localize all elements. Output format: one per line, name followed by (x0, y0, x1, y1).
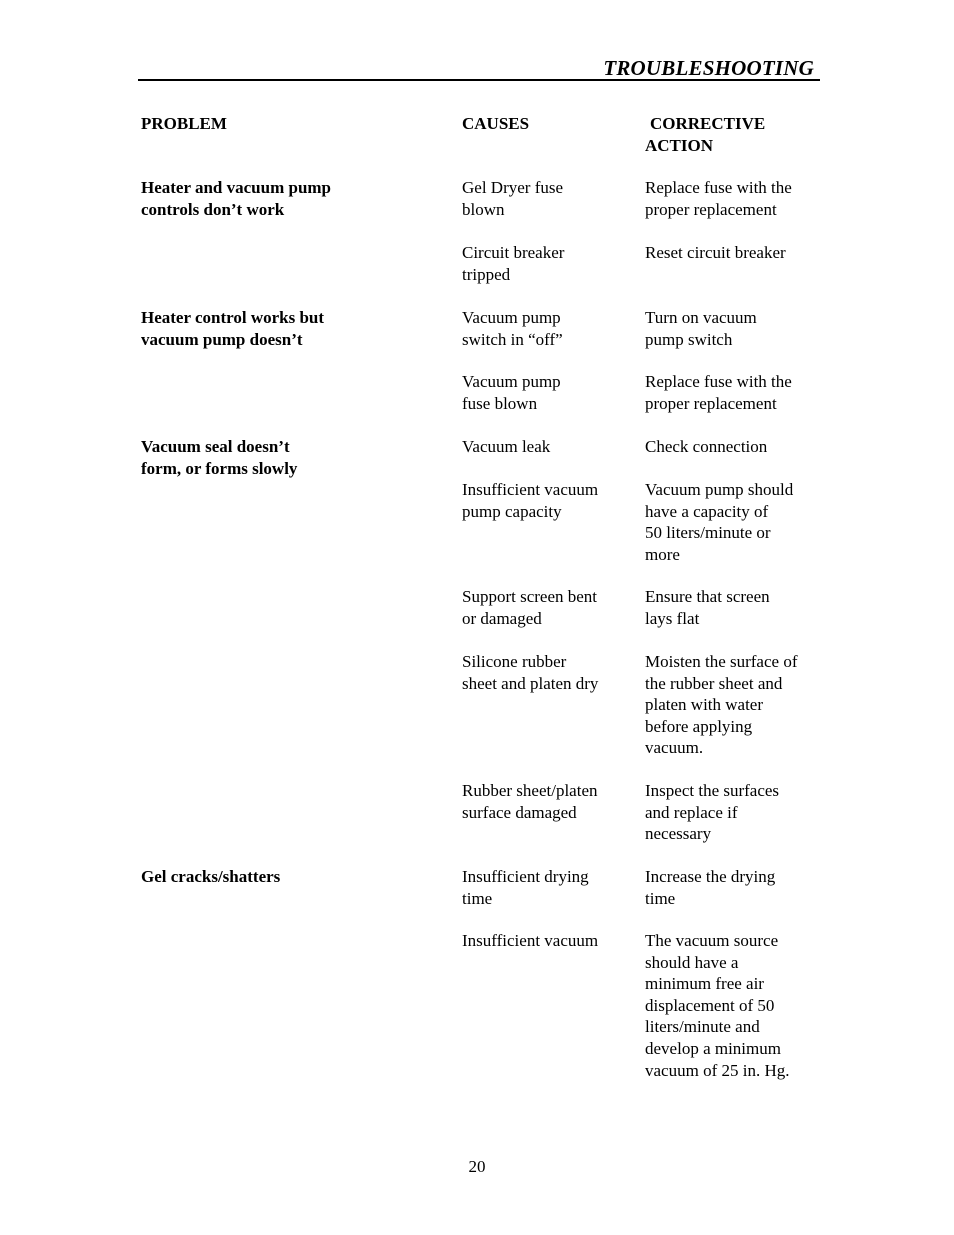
column-header-causes: CAUSES (462, 114, 530, 133)
action-cell: Ensure that screen lays flat (645, 587, 770, 628)
action-cell: Inspect the surfaces and replace if necessary (645, 781, 780, 844)
page-number: 20 (468, 1157, 486, 1176)
cause-cell: Vacuum pump fuse blown (462, 372, 561, 413)
action-cell: Vacuum pump should have a capacity of 50 liters/minute or more (645, 480, 794, 564)
section-title: TROUBLESHOOTING (603, 56, 814, 80)
action-cell: Reset circuit breaker (645, 243, 786, 262)
problem-cell: Heater control works but vacuum pump doesn’t (141, 308, 325, 349)
problem-cell: Gel cracks/shatters (141, 867, 281, 886)
action-cell: Replace fuse with the proper replacement (645, 372, 792, 413)
problem-cell: Heater and vacuum pump controls don’t work (141, 178, 332, 219)
cause-cell: Insufficient vacuum (462, 931, 599, 950)
problem-cell: Vacuum seal doesn’t form, or forms slowly (141, 437, 298, 478)
cause-cell: Insufficient vacuum pump capacity (462, 480, 599, 521)
cause-cell: Silicone rubber sheet and platen dry (462, 652, 599, 693)
cause-cell: Vacuum leak (462, 437, 551, 456)
cause-cell: Support screen bent or damaged (462, 587, 598, 628)
cause-cell: Gel Dryer fuse blown (462, 178, 564, 219)
action-cell: The vacuum source should have a minimum free air displacement of 50 liters/minute and develop a minimum vacuum of 25 in. Hg. (645, 931, 790, 1080)
cause-cell: Vacuum pump switch in “off” (462, 308, 563, 349)
action-cell: Replace fuse with the proper replacement (645, 178, 792, 219)
column-header-problem: PROBLEM (141, 114, 227, 133)
action-cell: Increase the drying time (645, 867, 776, 908)
cause-cell: Circuit breaker tripped (462, 243, 565, 284)
cause-cell: Rubber sheet/platen surface damaged (462, 781, 598, 822)
action-cell: Moisten the surface of the rubber sheet and platen with water before applying vacuum. (645, 652, 798, 758)
page-header (138, 56, 820, 84)
action-cell: Check connection (645, 437, 768, 456)
header-rule (138, 79, 820, 81)
column-header-corrective-action: CORRECTIVE ACTION (645, 114, 766, 155)
action-cell: Turn on vacuum pump switch (645, 308, 757, 349)
cause-cell: Insufficient drying time (462, 867, 589, 908)
